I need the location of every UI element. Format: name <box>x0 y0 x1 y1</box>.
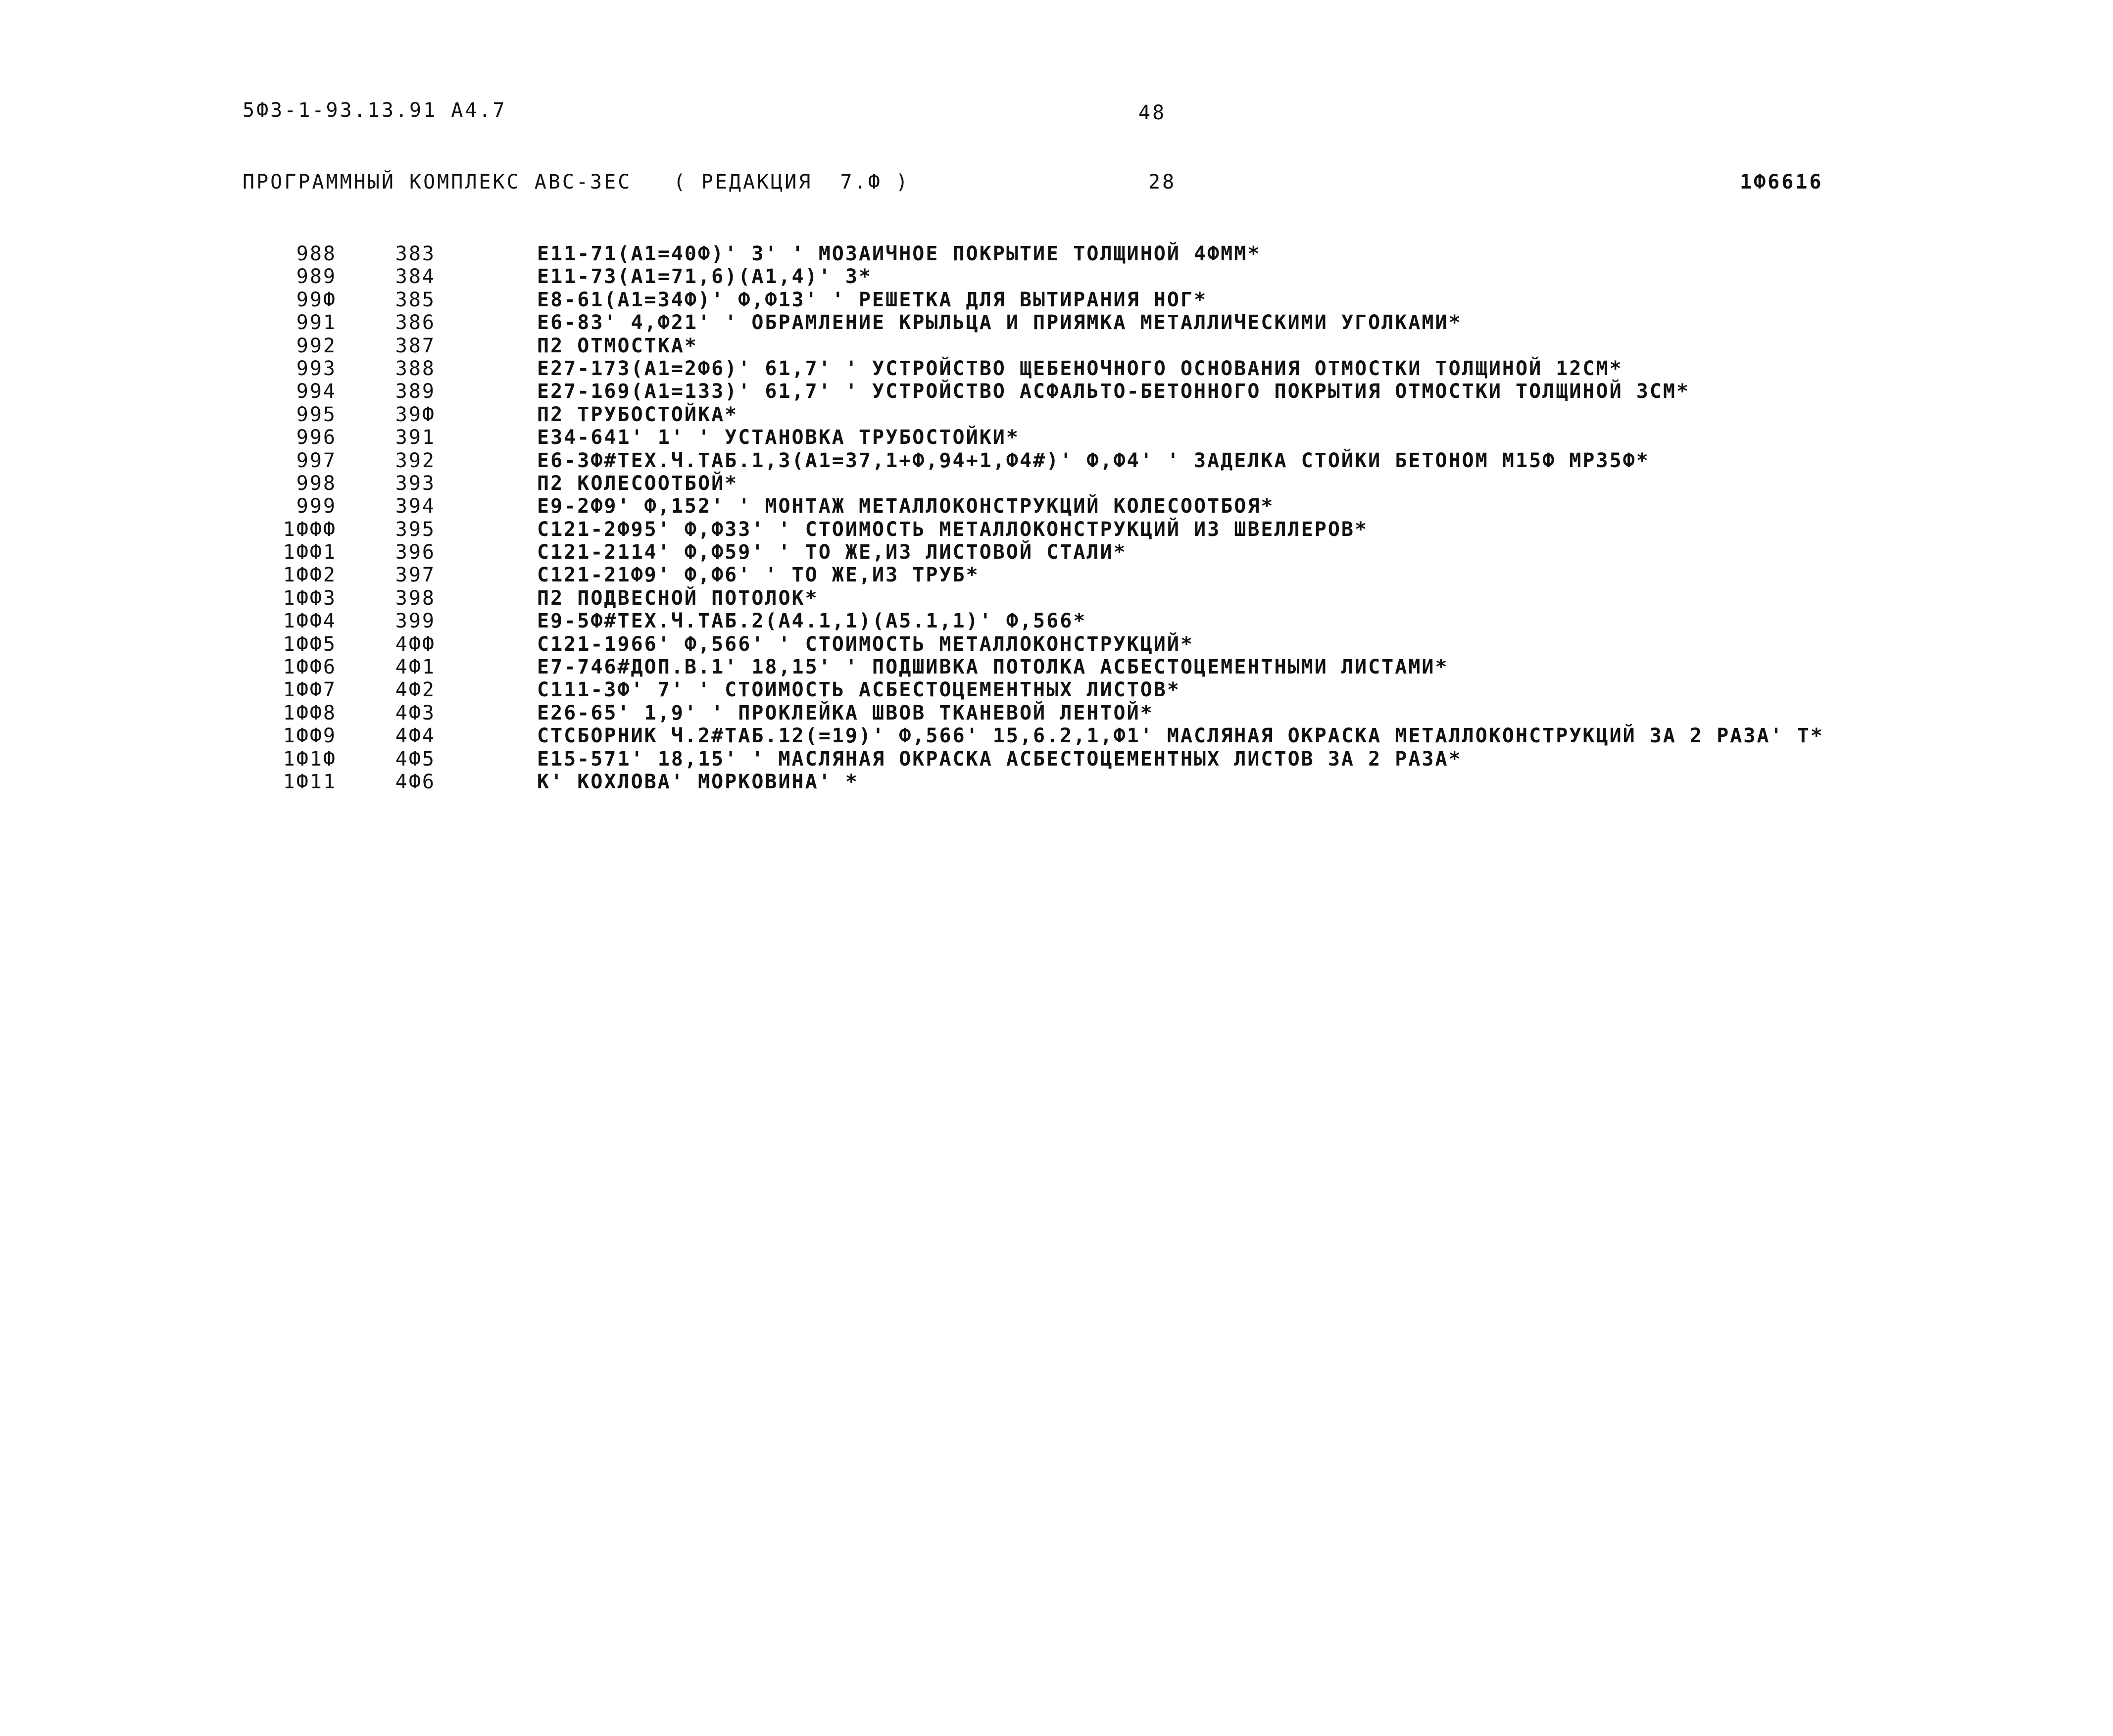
listing-row <box>0 541 2113 564</box>
statement-number: 4Ф3 <box>395 701 436 724</box>
listing-row <box>0 748 2113 771</box>
listing-row <box>0 380 2113 403</box>
line-number: 989 <box>296 265 337 289</box>
line-number: 997 <box>296 449 337 472</box>
statement-number: 4Ф5 <box>395 747 436 771</box>
statement-text: Е7-746#ДОП.В.1' 18,15' ' ПОДШИВКА ПОТОЛКА АСБЕСТОЦЕМЕНТНЫМИ ЛИСТАМИ* <box>537 656 1449 679</box>
statement-number: 386 <box>395 311 436 335</box>
document-code: 5Ф3-1-93.13.91 А4.7 <box>243 99 507 122</box>
listing-row <box>0 518 2113 541</box>
statement-number: 387 <box>395 334 436 357</box>
line-number: 996 <box>296 426 337 449</box>
statement-text: С121-1966' Ф,566' ' СТОИМОСТЬ МЕТАЛЛОКОНСТРУКЦИЙ* <box>537 632 1194 656</box>
statement-text: Е27-173(А1=2Ф6)' 61,7' ' УСТРОЙСТВО ЩЕБЕНОЧНОГО ОСНОВАНИЯ ОТМОСТКИ ТОЛЩИНОЙ 12СМ* <box>537 357 1623 380</box>
statement-text: Е8-61(А1=34Ф)' Ф,Ф13' ' РЕШЕТКА ДЛЯ ВЫТИРАНИЯ НОГ* <box>537 288 1208 311</box>
statement-number: 4Ф6 <box>395 770 436 793</box>
statement-text: Е27-169(А1=133)' 61,7' ' УСТРОЙСТВО АСФАЛЬТО-БЕТОННОГО ПОКРЫТИЯ ОТМОСТКИ ТОЛЩИНОЙ 3СМ* <box>537 380 1690 403</box>
statement-text: К' КОХЛОВА' МОРКОВИНА' * <box>537 770 859 793</box>
line-number: 1Ф11 <box>283 770 337 793</box>
listing-row <box>0 335 2113 357</box>
statement-text: Е34-641' 1' ' УСТАНОВКА ТРУБОСТОЙКИ* <box>537 426 1020 449</box>
statement-text: СТСБОРНИК Ч.2#ТАБ.12(=19)' Ф,566' 15,6.2,1,Ф1' МАСЛЯНАЯ ОКРАСКА МЕТАЛЛОКОНСТРУКЦИЙ ЗА 2 РАЗА' Т* <box>537 724 1824 748</box>
statement-number: 389 <box>395 380 436 403</box>
listing-row <box>0 357 2113 380</box>
statement-text: Е6-83' 4,Ф21' ' ОБРАМЛЕНИЕ КРЫЛЬЦА И ПРИЯМКА МЕТАЛЛИЧЕСКИМИ УГОЛКАМИ* <box>537 311 1462 335</box>
line-number: 1ФФ3 <box>283 586 337 610</box>
line-number: 988 <box>296 242 337 265</box>
statement-text: Е9-5Ф#ТЕХ.Ч.ТАБ.2(А4.1,1)(А5.1,1)' Ф,566* <box>537 610 1087 633</box>
statement-text: С121-21Ф9' Ф,Ф6' ' ТО ЖЕ,ИЗ ТРУБ* <box>537 564 980 587</box>
line-number: 1ФФ9 <box>283 724 337 748</box>
statement-text: Е15-571' 18,15' ' МАСЛЯНАЯ ОКРАСКА АСБЕСТОЦЕМЕНТНЫХ ЛИСТОВ ЗА 2 РАЗА* <box>537 747 1462 771</box>
statement-text: Е11-71(А1=40Ф)' 3' ' МОЗАИЧНОЕ ПОКРЫТИЕ ТОЛЩИНОЙ 4ФММ* <box>537 242 1261 265</box>
listing-row <box>0 724 2113 747</box>
statement-text: П2 КОЛЕСООТБОЙ* <box>537 472 738 495</box>
statement-number: 39Ф <box>395 403 436 426</box>
statement-number: 4Ф2 <box>395 678 436 702</box>
line-number: 1ФФ7 <box>283 678 337 702</box>
statement-text: П2 ТРУБОСТОЙКА* <box>537 403 738 426</box>
listing-row <box>0 771 2113 793</box>
listing-row <box>0 403 2113 426</box>
statement-number: 394 <box>395 495 436 518</box>
statement-number: 397 <box>395 564 436 587</box>
statement-number: 4ФФ <box>395 632 436 656</box>
statement-text: С111-3Ф' 7' ' СТОИМОСТЬ АСБЕСТОЦЕМЕНТНЫХ ЛИСТОВ* <box>537 678 1180 702</box>
listing-row <box>0 265 2113 288</box>
statement-number: 398 <box>395 586 436 610</box>
listing-rows <box>0 242 2113 793</box>
statement-number: 391 <box>395 426 436 449</box>
line-number: 1ФФ6 <box>283 656 337 679</box>
program-title: ПРОГРАММНЫЙ КОМПЛЕКС АВС-3ЕС ( РЕДАКЦИЯ 7.Ф ) <box>243 171 910 193</box>
listing-row <box>0 656 2113 678</box>
document-number: 1Ф6616 <box>1740 171 1823 193</box>
listing-row <box>0 702 2113 724</box>
listing-row <box>0 587 2113 610</box>
line-number: 991 <box>296 311 337 335</box>
listing-row <box>0 289 2113 311</box>
statement-number: 392 <box>395 449 436 472</box>
statement-number: 399 <box>395 610 436 633</box>
line-number: 994 <box>296 380 337 403</box>
line-number: 1ФФ5 <box>283 632 337 656</box>
line-number: 1Ф1Ф <box>283 747 337 771</box>
listing-row <box>0 426 2113 449</box>
listing-row <box>0 678 2113 701</box>
line-number: 1ФФ8 <box>283 701 337 724</box>
statement-text: Е26-65' 1,9' ' ПРОКЛЕЙКА ШВОВ ТКАНЕВОЙ ЛЕНТОЙ* <box>537 701 1154 724</box>
line-number: 1ФФ2 <box>283 564 337 587</box>
statement-number: 4Ф1 <box>395 656 436 679</box>
line-number: 995 <box>296 403 337 426</box>
sheet-number: 28 <box>1148 171 1177 193</box>
statement-number: 396 <box>395 541 436 564</box>
statement-number: 4Ф4 <box>395 724 436 748</box>
statement-number: 385 <box>395 288 436 311</box>
line-number: 1ФФФ <box>283 518 337 541</box>
listing-row <box>0 449 2113 472</box>
statement-text: Е11-73(А1=71,6)(А1,4)' 3* <box>537 265 873 289</box>
line-number: 992 <box>296 334 337 357</box>
statement-number: 383 <box>395 242 436 265</box>
line-number: 999 <box>296 495 337 518</box>
page-number: 48 <box>1138 101 1167 124</box>
listing-row <box>0 242 2113 265</box>
statement-text: П2 ПОДВЕСНОЙ ПОТОЛОК* <box>537 586 819 610</box>
statement-text: С121-2114' Ф,Ф59' ' ТО ЖЕ,ИЗ ЛИСТОВОЙ СТАЛИ* <box>537 541 1127 564</box>
statement-number: 388 <box>395 357 436 380</box>
statement-text: П2 ОТМОСТКА* <box>537 334 698 357</box>
statement-number: 384 <box>395 265 436 289</box>
statement-text: Е9-2Ф9' Ф,152' ' МОНТАЖ МЕТАЛЛОКОНСТРУКЦИЙ КОЛЕСООТБОЯ* <box>537 495 1275 518</box>
statement-number: 395 <box>395 518 436 541</box>
statement-number: 393 <box>395 472 436 495</box>
line-number: 1ФФ1 <box>283 541 337 564</box>
listing-row <box>0 311 2113 334</box>
listing-row <box>0 495 2113 518</box>
listing-row <box>0 564 2113 586</box>
statement-text: Е6-3Ф#ТЕХ.Ч.ТАБ.1,3(А1=37,1+Ф,94+1,Ф4#)' Ф,Ф4' ' ЗАДЕЛКА СТОЙКИ БЕТОНОМ М15Ф МРЗ5Ф* <box>537 449 1650 472</box>
listing-row <box>0 610 2113 632</box>
statement-text: С121-2Ф95' Ф,Ф33' ' СТОИМОСТЬ МЕТАЛЛОКОНСТРУКЦИЙ ИЗ ШВЕЛЛЕРОВ* <box>537 518 1369 541</box>
line-number: 998 <box>296 472 337 495</box>
line-number: 99Ф <box>296 288 337 311</box>
listing-row <box>0 633 2113 656</box>
listing-row <box>0 472 2113 495</box>
line-number: 1ФФ4 <box>283 610 337 633</box>
line-number: 993 <box>296 357 337 380</box>
